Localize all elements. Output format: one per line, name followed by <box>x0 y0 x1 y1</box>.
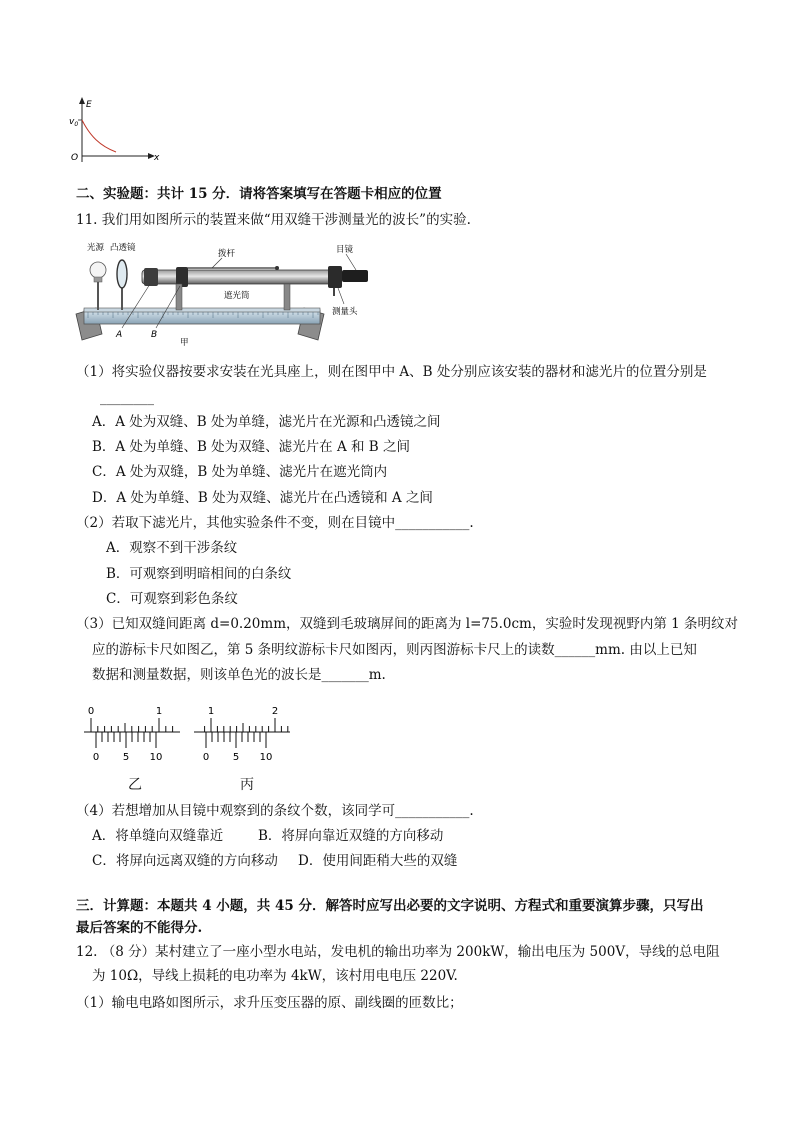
v0-label <box>69 117 78 128</box>
label-a: A <box>116 330 123 340</box>
vernier-bing-vernier-scale <box>206 732 266 748</box>
convex-lens <box>117 260 127 288</box>
section3-heading-line1: 三．计算题：本题共 4 小题，共 45 分．解答时应写出必要的文字说明、方程式和重要演算步骤，只写出 <box>76 898 704 914</box>
q12-line1: 12. （8 分）某村建立了一座小型水电站，发电机的输出功率为 200kW，输出电压为 500V，导线的总电阻 <box>76 944 720 960</box>
vernier-yi-main-scale <box>91 718 173 732</box>
v0-label-main: v <box>69 117 75 127</box>
figure-caption-jia: 甲 <box>180 338 189 348</box>
leader-eyepiece <box>346 254 356 270</box>
label-eyepiece: 目镜 <box>336 245 354 255</box>
q11-p1-blank: ________ <box>100 390 154 406</box>
vernier-yi-caption: 乙 <box>128 777 142 793</box>
section3-heading-line2: 最后答案的不能得分. <box>76 920 203 936</box>
vernier-yi-vernier-label-10: 10 <box>149 752 163 763</box>
tube-support-2 <box>284 284 290 310</box>
q11-p1-option-b: B．A 处为单缝、B 处为双缝、滤光片在 A 和 B 之间 <box>92 439 411 455</box>
slit-holder-a <box>144 268 158 286</box>
measuring-head <box>328 266 342 288</box>
x-axis-label: x <box>154 153 160 163</box>
lamp-bulb <box>90 262 106 278</box>
lever-knob <box>275 266 279 270</box>
energy-position-graph <box>68 96 164 168</box>
vernier-yi-main-label-0: 0 <box>87 706 95 717</box>
section2-heading: 二、实验题：共计 15 分．请将答案填写在答题卡相应的位置 <box>76 186 442 202</box>
vernier-bing-vernier-label-5: 5 <box>232 752 240 763</box>
q12-line2: 为 10Ω，导线上损耗的电功率为 4kW，该村用电电压 220V. <box>92 968 458 984</box>
q11-p1-option-c: C．A 处为双缝，B 处为单缝、滤光片在遮光筒内 <box>92 464 388 480</box>
q11-p3-line1: （3）已知双缝间距离 d=0.20mm，双缝到毛玻璃屏间的距离为 l=75.0cm，实验时发现视野内第 1 条明纹对 <box>76 616 739 632</box>
vernier-yi-vernier-label-0: 0 <box>92 752 100 763</box>
v0-label-sub: 0 <box>74 121 79 128</box>
label-b: B <box>151 330 158 340</box>
q11-p1-stem: （1）将实验仪器按要求安装在光具座上，则在图甲中 A、B 处分别应该安装的器材和滤光片的位置分别是 <box>76 364 707 380</box>
vernier-bing-main-scale <box>205 718 288 732</box>
light-shield-tube <box>142 270 332 284</box>
vernier-yi-vernier-scale <box>96 732 156 748</box>
q11-p1-option-d: D．A 处为单缝、B 处为双缝、滤光片在凸透镜和 A 之间 <box>92 490 433 506</box>
label-light-source: 光源 <box>87 243 105 253</box>
vernier-bing-vernier-label-0: 0 <box>202 752 210 763</box>
vernier-bing-main-label-2: 2 <box>271 706 279 717</box>
q11-p2-stem: （2）若取下滤光片，其他实验条件不变，则在目镜中___________. <box>76 515 474 531</box>
label-convex-lens: 凸透镜 <box>110 243 136 253</box>
y-axis-label: E <box>86 100 92 110</box>
eyepiece <box>342 270 368 282</box>
q11-p4-stem: （4）若想增加从目镜中观察到的条纹个数，该同学可___________. <box>76 803 474 819</box>
q11-p4-option-d: D．使用间距稍大些的双缝 <box>298 853 458 869</box>
q11-p2-option-b: B．可观察到明暗相间的白条纹 <box>106 566 292 582</box>
label-measuring-head: 测量头 <box>332 307 358 317</box>
vernier-bing <box>190 700 294 770</box>
q11-p2-option-a: A．观察不到干涉条纹 <box>106 540 238 556</box>
y-axis-arrow <box>79 97 85 104</box>
vernier-bing-vernier-label-10: 10 <box>259 752 273 763</box>
q12-p1: （1）输电电路如图所示，求升压变压器的原、副线圈的匝数比； <box>76 995 463 1011</box>
q11-p1-option-a: A．A 处为双缝、B 处为单缝，滤光片在光源和凸透镜之间 <box>92 414 441 430</box>
double-slit-apparatus-figure <box>72 236 380 348</box>
q11-p3-line2: 应的游标卡尺如图乙，第 5 条明纹游标卡尺如图丙，则丙图游标卡尺上的读数______mm. 由以上已知 <box>92 642 697 658</box>
q11-p3-line3: 数据和测量数据，则该单色光的波长是_______m. <box>92 667 386 683</box>
leader-measuring-head <box>338 288 344 304</box>
q11-p2-option-c: C．可观察到彩色条纹 <box>106 591 238 607</box>
q11-p4-option-c: C．将屏向远离双缝的方向移动 <box>92 853 278 869</box>
q11-p4-option-a: A．将单缝向双缝靠近 <box>92 828 224 844</box>
label-tube: 遮光筒 <box>224 291 250 301</box>
q11-p4-option-b: B．将屏向靠近双缝的方向移动 <box>258 828 444 844</box>
vernier-bing-main-label-1: 1 <box>207 706 215 717</box>
q11-stem: 11. 我们用如图所示的装置来做“用双缝干涉测量光的波长”的实验. <box>76 212 471 228</box>
vernier-yi <box>80 700 184 770</box>
vernier-yi-vernier-label-5: 5 <box>122 752 130 763</box>
vernier-bing-caption: 丙 <box>240 777 254 793</box>
leader-lever <box>212 258 222 268</box>
decay-curve <box>82 120 116 152</box>
vernier-yi-main-label-1: 1 <box>155 706 163 717</box>
label-lever: 拨杆 <box>218 249 236 259</box>
lamp-base <box>94 277 102 282</box>
origin-label: O <box>71 153 79 163</box>
